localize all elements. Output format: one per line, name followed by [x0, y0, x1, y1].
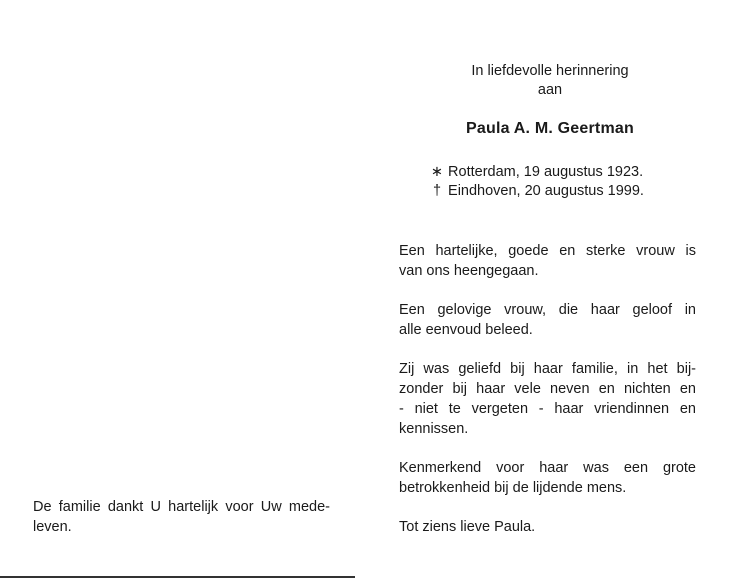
- header-line-1: In liefdevolle herinnering: [471, 63, 629, 79]
- paragraph-2-line-1: Een gelovige vrouw, die haar geloof in: [399, 302, 696, 318]
- thanks-line-2: leven.: [33, 519, 72, 535]
- paragraph-4-line-1: Kenmerkend voor haar was een grote: [399, 460, 696, 476]
- birth-symbol-icon: ∗: [430, 164, 444, 180]
- paragraph-5-line-1: Tot ziens lieve Paula.: [399, 519, 536, 535]
- header-line-2: aan: [537, 82, 563, 98]
- paragraph-1-line-1: Een hartelijke, goede en sterke vrouw is: [399, 243, 696, 259]
- birth-text: Rotterdam, 19 augustus 1923.: [448, 164, 644, 180]
- thanks-line-1: De familie dankt U hartelijk voor Uw mede-: [33, 499, 330, 515]
- paragraph-3-line-3: - niet te vergeten - haar vriendinnen en: [399, 401, 696, 417]
- deceased-name: Paula A. M. Geertman: [466, 120, 634, 137]
- birth-line: [430, 162, 643, 182]
- paragraph-3-line-2: zonder bij haar vele neven en nichten en: [399, 381, 696, 397]
- paragraph-3-line-1: Zij was geliefd bij haar familie, in het bij-: [399, 361, 696, 377]
- cross-icon: †: [432, 183, 442, 199]
- death-text: Eindhoven, 20 augustus 1999.: [448, 183, 644, 199]
- bottom-edge-rule: [0, 576, 355, 578]
- paragraph-3-line-4: kennissen.: [399, 421, 469, 437]
- death-line: [430, 181, 644, 201]
- paragraph-2-line-2: alle eenvoud beleed.: [399, 322, 533, 338]
- paragraph-1-line-2: van ons heengegaan.: [399, 263, 539, 279]
- paragraph-4-line-2: betrokkenheid bij de lijdende mens.: [399, 480, 627, 496]
